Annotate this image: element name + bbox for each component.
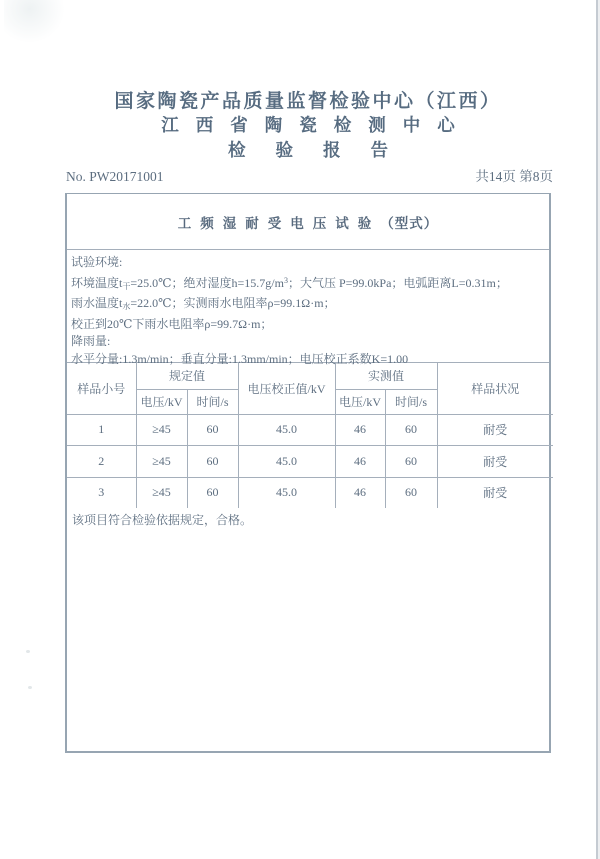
- cell-meas-time: 60: [385, 477, 437, 508]
- env-rain-p2: =22.0℃；实测雨水电阻率ρ=99.1Ω·m；: [130, 296, 336, 310]
- conclusion-text: 该项目符合检验依据规定，合格。: [72, 513, 253, 527]
- page-indicator: 共14页 第8页: [475, 169, 553, 184]
- env-rain-p1: 雨水温度t: [71, 296, 123, 310]
- cell-meas-time: 60: [385, 414, 437, 445]
- scan-smudge: [4, 0, 68, 46]
- report-number: No. PW20171001: [66, 169, 164, 184]
- cell-spec-time: 60: [187, 445, 238, 477]
- cell-meas-time: 60: [385, 445, 437, 477]
- report-box: [65, 193, 551, 753]
- scan-page-edge-line: [596, 0, 598, 859]
- header-sample-status: 样品状况: [437, 363, 553, 414]
- header-corrected-voltage: 电压校正值/kV: [238, 363, 335, 414]
- report-meta-row: [66, 165, 553, 185]
- env-line-ambient: [71, 272, 545, 296]
- env-ambient-superscript: 3: [283, 275, 288, 285]
- scan-speck: [26, 650, 30, 653]
- env-heading: 试验环境:: [71, 255, 123, 269]
- header-spec-time: 时间/s: [187, 389, 238, 414]
- report-title-heading: 检验报告: [228, 140, 418, 160]
- test-item-title: [67, 194, 549, 250]
- cell-spec-time: 60: [187, 414, 238, 445]
- table-row: [67, 445, 553, 477]
- table-row: [67, 477, 553, 508]
- cell-meas-voltage: 46: [335, 477, 385, 508]
- org-name-heading: 国家陶瓷产品质量监督检验中心（江西）: [114, 91, 502, 112]
- header-specified-group: 规定值: [136, 363, 238, 389]
- cell-spec-voltage: ≥45: [136, 477, 187, 508]
- cell-spec-voltage: ≥45: [136, 445, 187, 477]
- env-ambient-p3: ；大气压 P=99.0kPa；电弧距离L=0.31m；: [287, 275, 508, 290]
- table-row: [67, 414, 553, 445]
- cell-meas-voltage: 46: [335, 414, 385, 445]
- cell-corrected: 45.0: [238, 445, 335, 477]
- env-line-corrected-resistivity: 校正到20℃下雨水电阻率ρ=99.7Ω·m；: [71, 316, 273, 331]
- cell-status: 耐受: [437, 445, 553, 477]
- env-ambient-p2: =25.0℃；绝对湿度h=15.7g/m: [130, 275, 284, 290]
- header-sample-no: 样品小号: [67, 363, 136, 414]
- cell-meas-voltage: 46: [335, 445, 385, 477]
- test-item-title-main: 工频湿耐受电压试验: [177, 215, 381, 231]
- cell-status: 耐受: [437, 477, 553, 508]
- env-ambient-p1: 环境温度t: [71, 275, 123, 290]
- scan-speck: [28, 686, 32, 689]
- results-table: [67, 363, 553, 508]
- cell-spec-voltage: ≥45: [136, 414, 187, 445]
- env-line-rainfall-heading: 降雨量:: [71, 334, 111, 348]
- header-spec-voltage: 电压/kV: [136, 389, 187, 414]
- env-ambient-subscript: 干: [122, 281, 131, 291]
- env-line-rainwater: [71, 295, 545, 316]
- test-environment-section: [67, 250, 549, 366]
- cell-sample-no: 1: [67, 414, 136, 445]
- test-item-title-suffix: （型式）: [380, 215, 439, 231]
- conclusion-section: [67, 508, 549, 532]
- cell-sample-no: 3: [67, 477, 136, 508]
- env-rain-subscript: 水: [122, 302, 131, 311]
- cell-status: 耐受: [437, 414, 553, 445]
- results-table-section: [67, 363, 549, 508]
- cell-corrected: 45.0: [238, 414, 335, 445]
- env-line-rainfall-components: 水平分量:1.3m/min；垂直分量:1.3mm/min；电压校正系数K=1.00: [71, 351, 409, 366]
- header-meas-voltage: 电压/kV: [335, 389, 385, 414]
- cell-corrected: 45.0: [238, 477, 335, 508]
- header-meas-time: 时间/s: [385, 389, 437, 414]
- cell-spec-time: 60: [187, 477, 238, 508]
- center-name-heading: 江西省陶瓷检测中心: [161, 115, 472, 135]
- cell-sample-no: 2: [67, 445, 136, 477]
- header-measured-group: 实测值: [335, 363, 437, 389]
